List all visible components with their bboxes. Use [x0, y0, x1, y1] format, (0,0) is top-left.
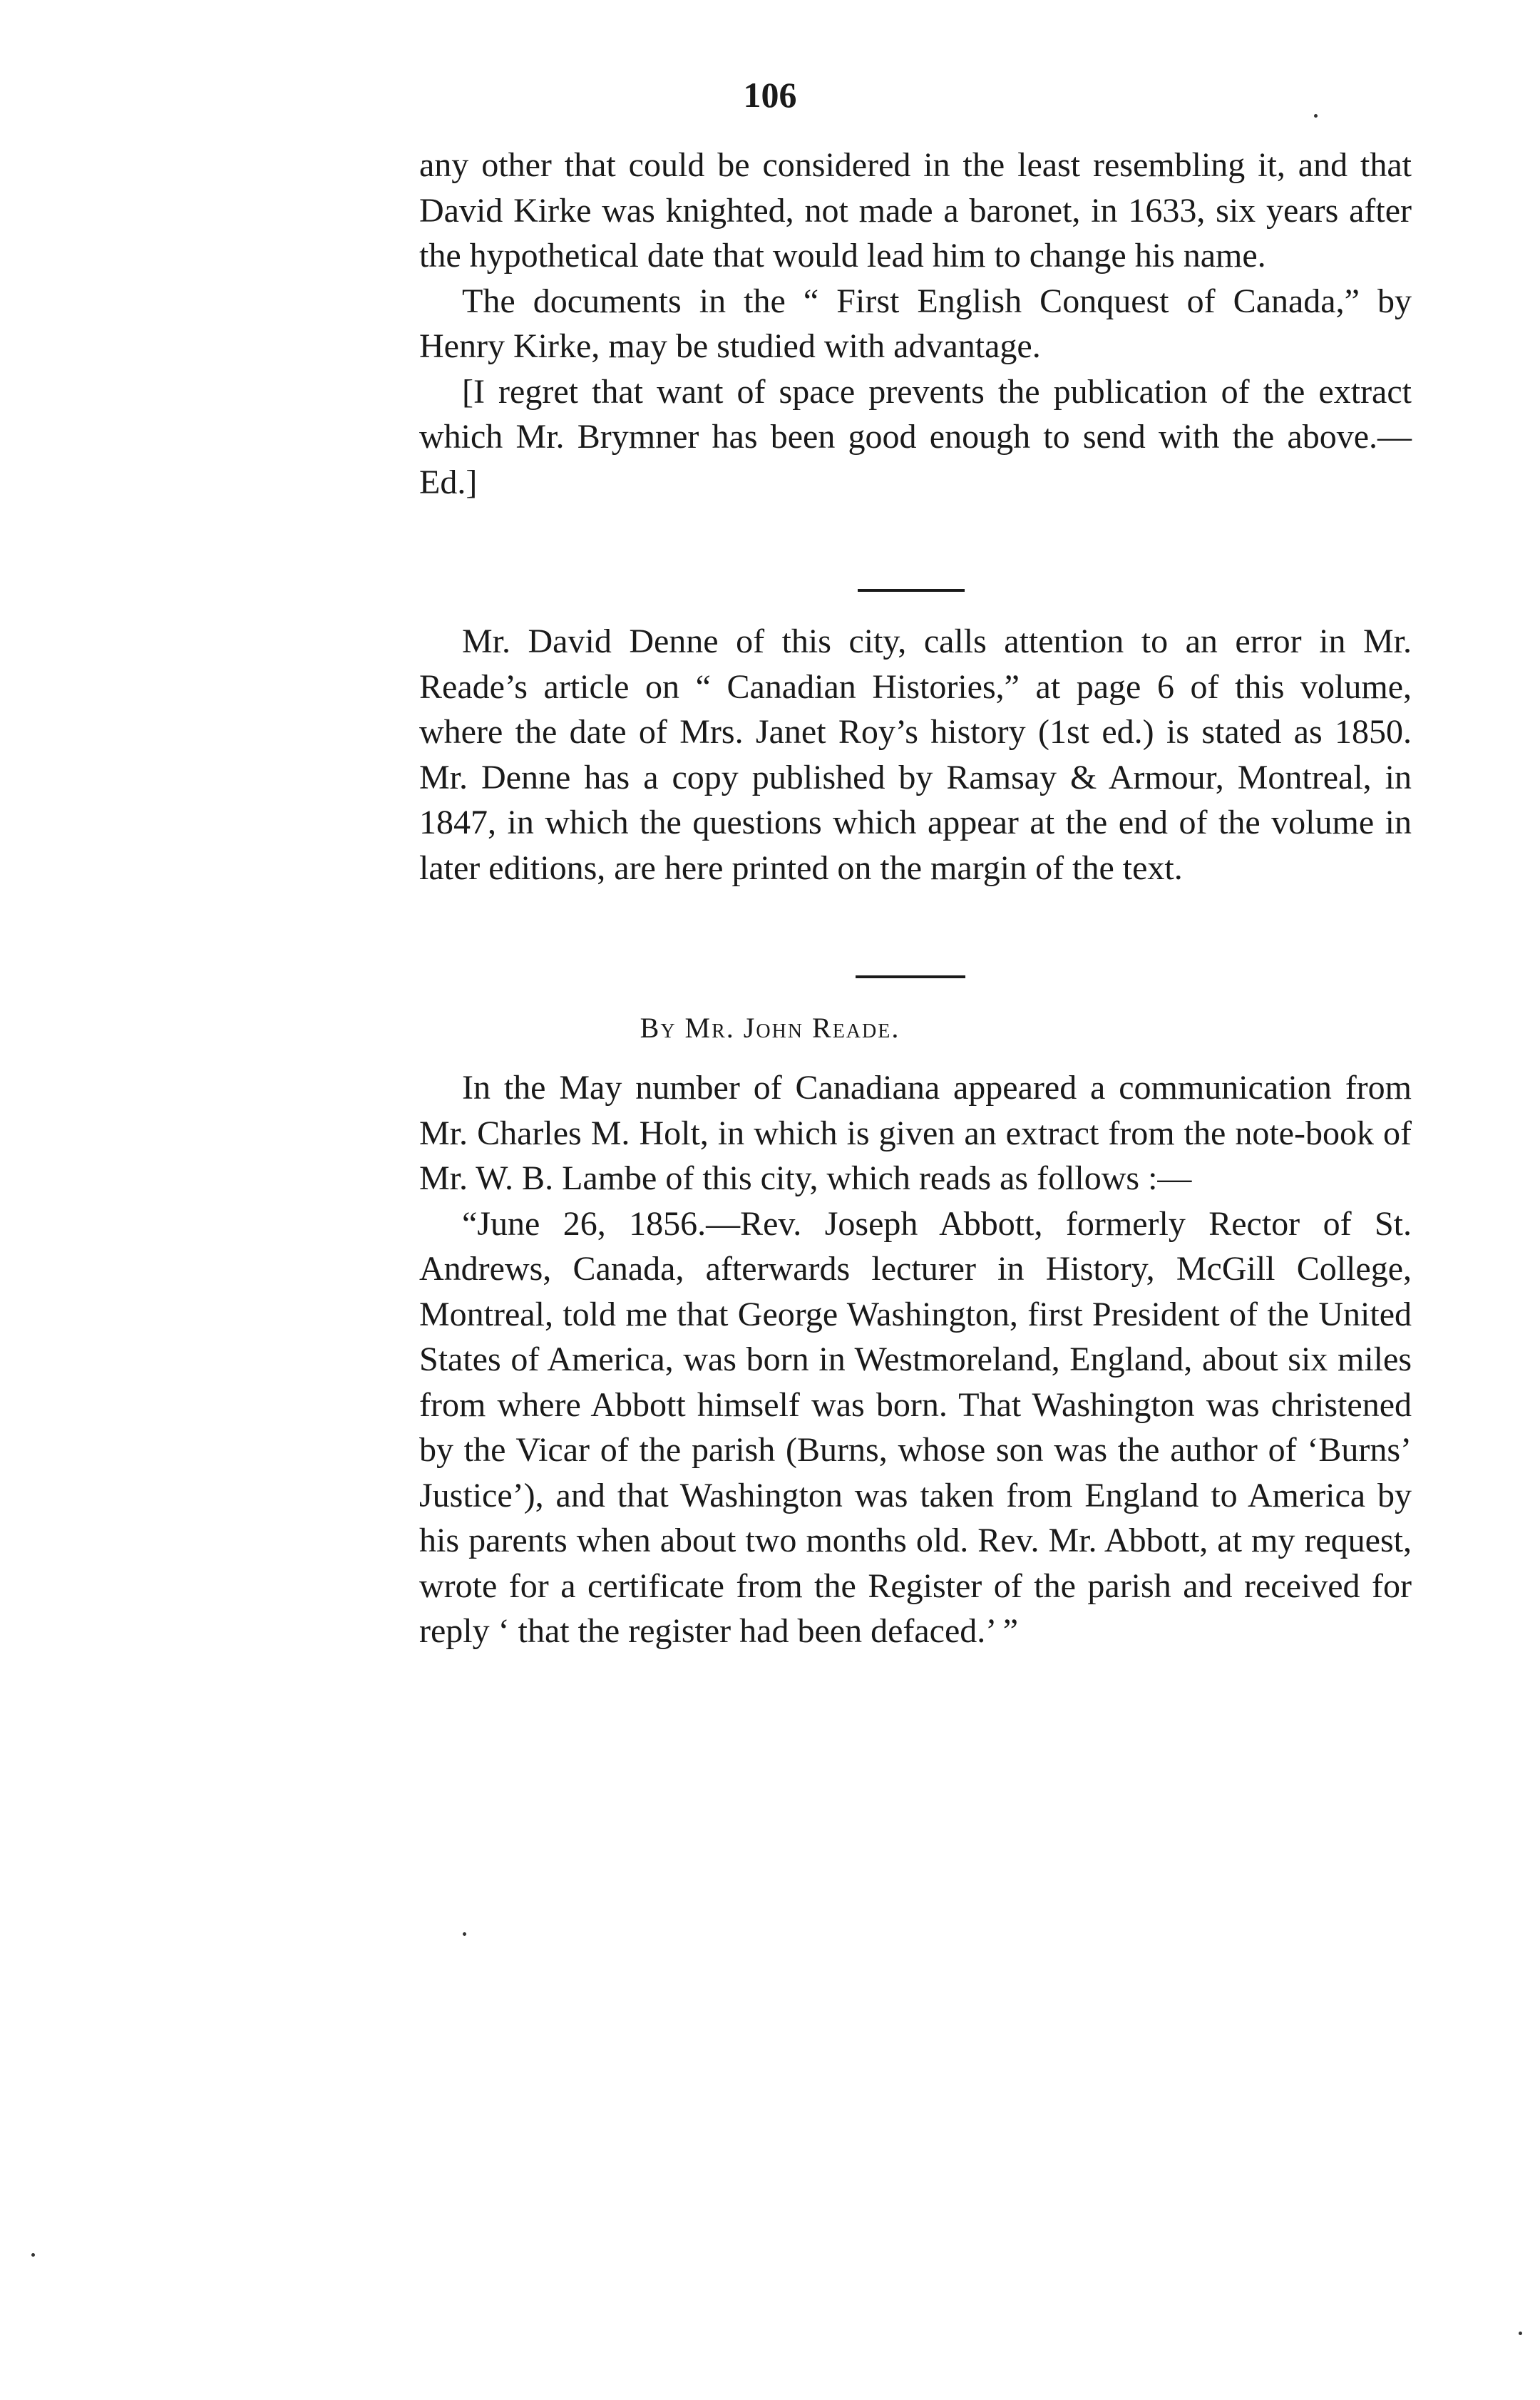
- paragraph: The documents in the “ First English Conquest of Canada,” by Henry Kirke, may be studied with advantage.: [419, 282, 1412, 365]
- print-speck: [463, 1932, 466, 1936]
- article-body: [419, 1065, 1412, 1654]
- paragraph: In the May number of Canadiana appeared a communication from Mr. Charles M. Holt, in which is given an extract from the note-book of Mr. W. B. Lambe of this city, which reads as follows :—: [419, 1069, 1412, 1197]
- page-number: 106: [743, 75, 797, 115]
- quoted-extract: “June 26, 1856.—Rev. Joseph Abbott, formerly Rector of St. Andrews, Canada, afterwards lecturer in History, McGill College, Montreal, told me that George Washington, first President of the United States of America, was born in Westmoreland, England, about six miles from where Abbott himself was born. That Washington was christened by the Vicar of the parish (Burns, whose son was the author of ‘Burns’ Justice’), and that Washington was taken from England to America by his parents when about two months old. Rev. Mr. Abbott, at my request, wrote for a certificate from the Register of the parish and received for reply ‘ that the register had been defaced.’ ”: [419, 1204, 1412, 1650]
- section-divider: [856, 975, 965, 978]
- print-speck: [1519, 2332, 1522, 2335]
- correction-notice: [419, 619, 1412, 891]
- print-speck: [1314, 114, 1318, 118]
- editor-note: [I regret that want of space prevents the publication of the extract which Mr. Brymner has been good enough to send with the above.—Ed.]: [419, 372, 1412, 501]
- paragraph: any other that could be considered in the least resembling it, and that David Kirke was knighted, not made a baronet, in 1633, six years after the hypothetical date that would lead him to change his name.: [419, 146, 1412, 275]
- author-byline: By Mr. John Reade.: [640, 1012, 900, 1044]
- print-speck: [31, 2253, 35, 2257]
- opening-section: [419, 143, 1412, 505]
- paragraph: Mr. David Denne of this city, calls attention to an error in Mr. Reade’s article on “ Canadian Histories,” at page 6 of this volume, where the date of Mrs. Janet Roy’s history (1st ed.) is stated as 1850. Mr. Denne has a copy published by Ramsay & Armour, Montreal, in 1847, in which the questions which appear at the end of the volume in later editions, are here printed on the margin of the text.: [419, 622, 1412, 887]
- section-divider: [858, 589, 965, 592]
